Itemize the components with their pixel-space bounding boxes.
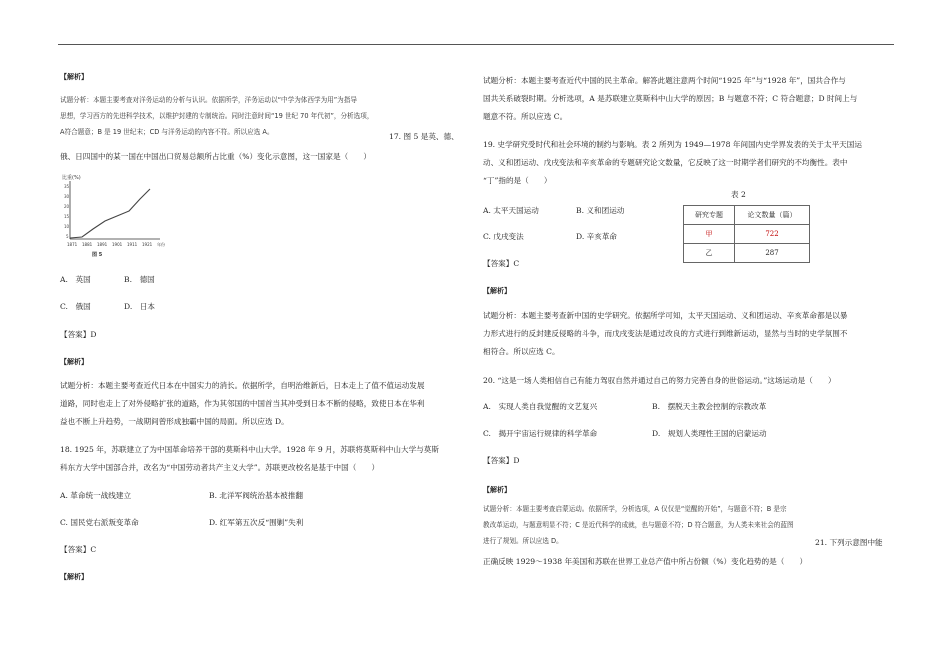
q18-option-a: A. 革命统一战线建立 (60, 491, 132, 500)
x-tick: 1871 (67, 242, 78, 247)
explanation-line: 思想，学习西方的先进科学技术，以维护封建的专制统治。同时注意时间“19 世纪 70 年代初”，分析选项， (60, 112, 374, 120)
chart-caption: 图 5 (92, 252, 103, 258)
y-tick: 15 (64, 214, 70, 219)
explanation-line: 道路，同时也走上了对外侵略扩张的道路，作为其邻国的中国首当其冲受到日本不断的侵略，致使日本在华利 (60, 399, 425, 408)
x-tick: 1921 (142, 242, 153, 247)
q20-option-b: B. 摆脱天主教会控制的宗教改革 (652, 402, 767, 411)
q19-option-b: B. 义和团运动 (576, 206, 625, 215)
answer-20: 【答案】D (483, 456, 520, 465)
analysis-label: 【解析】 (60, 358, 88, 366)
question-18-line: 科东方大学中国部合并，改名为“中国劳动者共产主义大学”。苏联更改校名是基于中国（ ） (60, 463, 380, 472)
q19-option-c: C. 戊戌变法 (483, 232, 524, 241)
x-tick: 1911 (127, 242, 138, 247)
explanation-line: A符合题意；B 是 19 世纪末；CD 与洋务运动的内容不符。所以应选 A。 (60, 128, 274, 136)
analysis-label: 【解析】 (60, 73, 88, 81)
question-18-line: 18. 1925 年，苏联建立了为中国革命培养干部的莫斯科中山大学。1928 年 9 月，苏联将莫斯科中山大学与莫斯 (60, 445, 439, 454)
x-tick: 1891 (97, 242, 108, 247)
q18-option-d: D. 红军第五次反“围剿”失利 (209, 518, 304, 527)
q19-option-d: D. 辛亥革命 (576, 232, 618, 241)
table-header: 研究专题 (684, 206, 735, 225)
table-header: 论文数量（篇） (735, 206, 810, 225)
q18-option-c: C. 国民党右派叛变革命 (60, 518, 139, 527)
q19-option-a: A. 太平天国运动 (483, 206, 539, 215)
question-21-number: 21. 下列示意图中能 (815, 538, 883, 547)
question-19-line: 动、义和团运动、戊戌变法和辛亥革命的专题研究论文数量，它反映了这一时期学者们研究的不均衡性。表中 (483, 158, 848, 167)
analysis-label: 【解析】 (483, 287, 511, 295)
explanation-line: 力形式进行的反封建反侵略的斗争，而戊戌变法是通过改良的方式进行到维新运动，显然与当时的史学氛围不 (483, 329, 848, 338)
question-17-text: 俄、日四国中的某一国在中国出口贸易总额所占比重（%）变化示意图，这一国家是（ ） (60, 152, 371, 161)
y-tick: 30 (64, 194, 70, 199)
question-19-line: “丁”指的是（ ） (483, 176, 552, 185)
explanation-line: 题意不符。所以应选 C。 (483, 112, 568, 121)
table-title: 表 2 (731, 190, 746, 199)
explanation-line: 试题分析：本题主要考查启蒙运动。依据所学，分析选项，A 仅仅是“觉醒的开始”，与题意不符；B 是宗 (483, 505, 787, 513)
table-cell: 甲 (684, 225, 735, 244)
question-19-line: 19. 史学研究受时代和社会环境的制约与影响。表 2 所列为 1949—1978 年间国内史学界发表的关于太平天国运 (483, 140, 862, 149)
y-ticks (64, 184, 70, 239)
question-17-number: 17. 图 5 是英、德、 (389, 132, 459, 141)
y-tick: 20 (64, 204, 70, 209)
q20-option-c: C. 揭开宇宙运行规律的科学革命 (483, 429, 598, 438)
explanation-line: 试题分析：本题主要考查新中国的史学研究。依据所学可知，太平天国运动、义和团运动、辛亥革命都是以暴 (483, 311, 848, 320)
figure-5-chart (60, 171, 170, 259)
question-21-text: 正确反映 1929～1938 年美国和苏联在世界工业总产值中所占份额（%）变化趋势的是（ ） (483, 557, 808, 566)
q17-option-c: C. 俄国 (60, 302, 91, 311)
q18-option-b: B. 北洋军阀统治基本被推翻 (209, 491, 303, 500)
analysis-label: 【解析】 (483, 486, 511, 494)
table-row (684, 244, 810, 263)
answer-19: 【答案】C (483, 259, 520, 268)
explanation-line: 国共关系破裂时期。分析选项，A 是苏联建立莫斯科中山大学的原因；B 与题意不符；C 符合题意；D 时间上与 (483, 94, 858, 103)
x-ticks (67, 241, 165, 247)
q17-option-a: A. 英国 (60, 275, 91, 284)
chart-ylabel: 比重(%) (62, 175, 81, 181)
explanation-line: 试题分析：本题主要考查近代日本在中国实力的消长。依据所学，自明治维新后，日本走上了值不值运动发展 (60, 381, 425, 390)
y-tick: 10 (64, 224, 70, 229)
table-cell: 722 (735, 225, 810, 244)
q17-option-b: B. 德国 (124, 275, 155, 284)
x-unit: 年份 (157, 242, 165, 247)
explanation-line: 相符合。所以应选 C。 (483, 347, 560, 356)
question-20-text: 20. “这是一场人类相信自己有能力驾驭自然并通过自己的努力完善自身的世俗运动。”这场运动是（ ） (483, 376, 836, 385)
y-tick: 5 (66, 234, 69, 239)
trend-line (70, 189, 150, 238)
x-tick: 1901 (112, 242, 123, 247)
table-header-row (684, 206, 810, 225)
explanation-line: 益也不断上升趋势，一战期间曾形成独霸中国的局面。所以应选 D。 (60, 417, 289, 426)
explanation-line: 教改革运动，与题意明显不符；C 是近代科学的成就，也与题意不符；D 符合题意，为人类未来社会的蓝图 (483, 521, 794, 529)
table-cell: 287 (735, 244, 810, 263)
explanation-line: 试题分析：本题主要考查近代中国的民主革命。解答此题注意两个时间“1925 年”与“1928 年”，国共合作与 (483, 76, 846, 85)
analysis-label: 【解析】 (60, 573, 88, 581)
q17-option-d: D. 日本 (124, 302, 156, 311)
answer-18: 【答案】C (60, 545, 97, 554)
answer-17: 【答案】D (60, 330, 97, 339)
table-2 (683, 205, 810, 263)
q20-option-d: D. 规划人类理性王国的启蒙运动 (652, 429, 767, 438)
q20-option-a: A. 实现人类自我觉醒的文艺复兴 (483, 402, 598, 411)
y-tick: 35 (64, 184, 70, 189)
explanation-line: 进行了规划。所以应选 D。 (483, 537, 563, 545)
x-tick: 1881 (82, 242, 93, 247)
explanation-line: 试题分析：本题主要考查对洋务运动的分析与认识。依据所学，洋务运动以“中学为体西学为用”为指导 (60, 96, 357, 104)
header-rule (58, 44, 894, 45)
table-row (684, 225, 810, 244)
table-cell: 乙 (684, 244, 735, 263)
